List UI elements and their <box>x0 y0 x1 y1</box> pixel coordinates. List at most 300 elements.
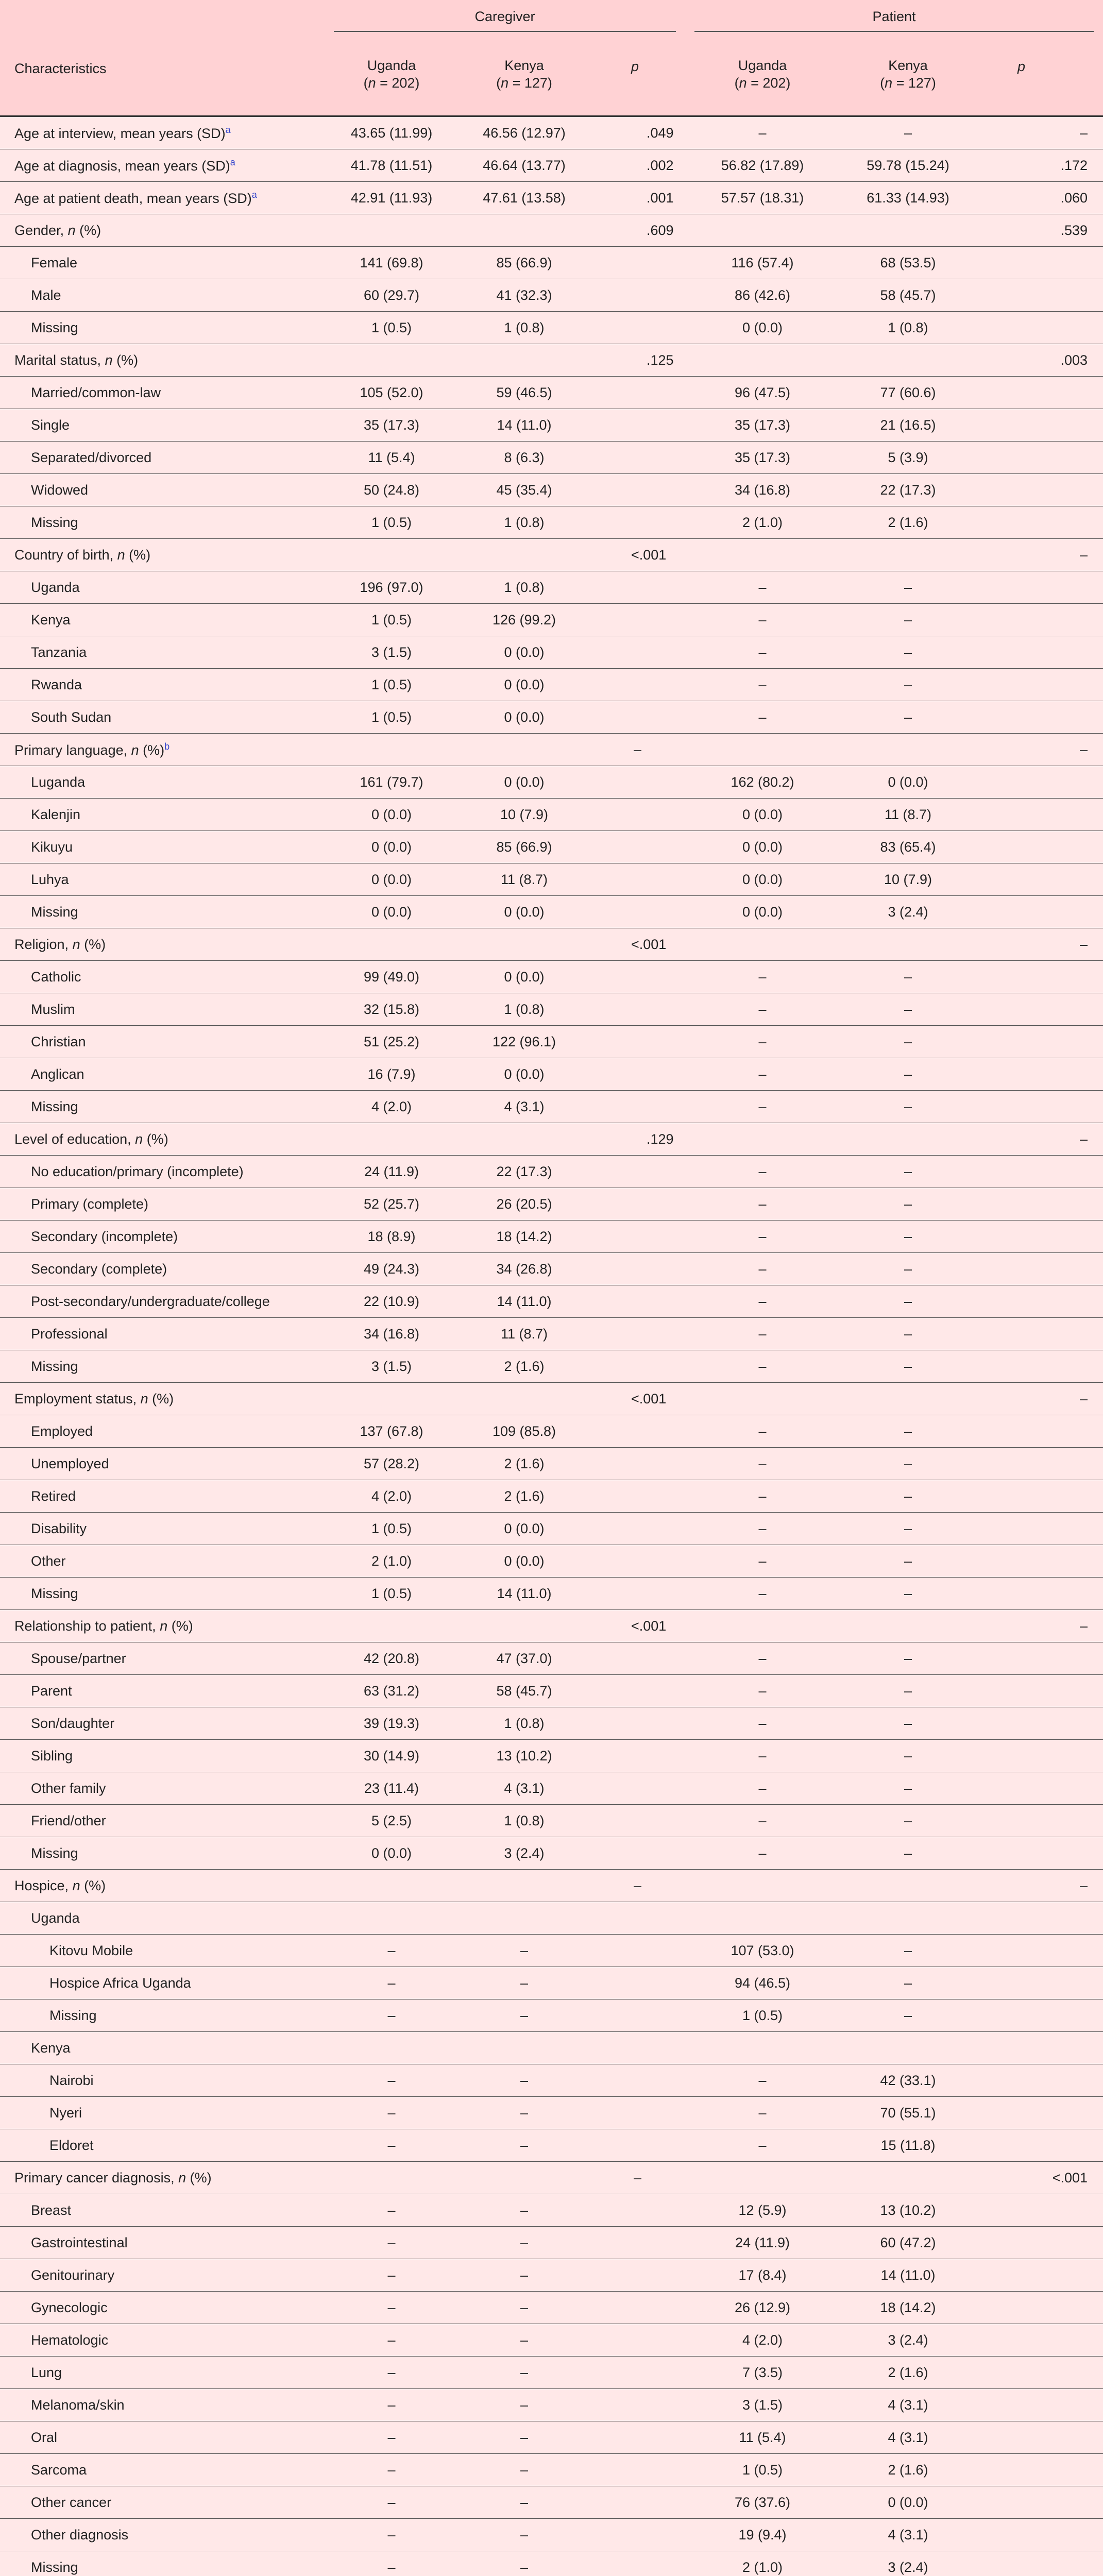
patient-kenya-cell: – <box>840 1091 976 1123</box>
caregiver-uganda-cell: 4 (2.0) <box>325 1480 459 1513</box>
table-row <box>0 896 1103 928</box>
caregiver-kenya-cell: 10 (7.9) <box>459 799 590 831</box>
caregiver-uganda-cell: 35 (17.3) <box>325 409 459 442</box>
patient-p-cell <box>976 831 1103 863</box>
patient-p-cell <box>976 1026 1103 1058</box>
caregiver-kenya-cell: 0 (0.0) <box>459 701 590 734</box>
patient-kenya-cell: 58 (45.7) <box>840 279 976 312</box>
patient-kenya-cell: – <box>840 1480 976 1513</box>
caregiver-uganda-cell: 1 (0.5) <box>325 312 459 344</box>
caregiver-uganda-cell: 34 (16.8) <box>325 1318 459 1350</box>
caregiver-uganda-cell: 22 (10.9) <box>325 1285 459 1318</box>
row-label-text: Religion, n (%) <box>14 936 106 952</box>
caregiver-p-cell <box>590 506 685 539</box>
caregiver-p-cell <box>590 961 685 993</box>
caregiver-uganda-cell <box>325 214 459 247</box>
row-label-text: Hospice, n (%) <box>14 1877 106 1893</box>
caregiver-p-cell <box>590 1999 685 2032</box>
patient-kenya-cell: 61.33 (14.93) <box>840 182 976 214</box>
patient-p-cell <box>976 636 1103 669</box>
caregiver-p-cell: .609 <box>590 214 685 247</box>
caregiver-p-cell: <.001 <box>590 928 685 961</box>
caregiver-kenya-cell: – <box>459 2129 590 2162</box>
patient-kenya-cell: – <box>840 1740 976 1772</box>
table-row <box>0 701 1103 734</box>
patient-uganda-cell: – <box>685 1058 840 1091</box>
patient-uganda-cell <box>685 1902 840 1935</box>
row-label-text: Relationship to patient, n (%) <box>14 1618 193 1634</box>
patient-uganda-cell: – <box>685 1415 840 1448</box>
table-row <box>0 1221 1103 1253</box>
row-label <box>0 2551 325 2576</box>
patient-p-cell <box>976 571 1103 604</box>
caregiver-p-cell: – <box>590 1870 685 1902</box>
row-label <box>0 2259 325 2292</box>
patient-kenya-cell: 2 (1.6) <box>840 2454 976 2486</box>
row-label <box>0 863 325 896</box>
caregiver-kenya-cell: 4 (3.1) <box>459 1091 590 1123</box>
caregiver-uganda-cell: – <box>325 2324 459 2357</box>
row-label <box>0 604 325 636</box>
caregiver-uganda-cell: 1 (0.5) <box>325 1578 459 1610</box>
table-row <box>0 2551 1103 2576</box>
category-row <box>0 1123 1103 1156</box>
patient-uganda-cell: – <box>685 1026 840 1058</box>
caregiver-kenya-cell: 11 (8.7) <box>459 1318 590 1350</box>
row-label <box>0 1837 325 1870</box>
caregiver-uganda-cell <box>325 539 459 571</box>
caregiver-kenya-cell: 85 (66.9) <box>459 831 590 863</box>
caregiver-uganda-cell: 57 (28.2) <box>325 1448 459 1480</box>
caregiver-kenya-cell: 11 (8.7) <box>459 863 590 896</box>
patient-kenya-cell <box>840 1383 976 1415</box>
row-label-text: Spouse/partner <box>31 1650 126 1666</box>
caregiver-p-cell <box>590 2519 685 2551</box>
patient-p-cell <box>976 799 1103 831</box>
caregiver-kenya-cell: – <box>459 2421 590 2454</box>
patient-kenya-cell: 0 (0.0) <box>840 2486 976 2519</box>
patient-p-cell <box>976 1902 1103 1935</box>
row-label-text: Lung <box>31 2364 62 2380</box>
row-label-text: South Sudan <box>31 709 112 725</box>
caregiver-p-cell: .125 <box>590 344 685 377</box>
caregiver-uganda-cell: – <box>325 1999 459 2032</box>
caregiver-uganda-cell: – <box>325 2129 459 2162</box>
caregiver-kenya-cell: 0 (0.0) <box>459 636 590 669</box>
row-label <box>0 506 325 539</box>
caregiver-uganda-cell: – <box>325 2194 459 2227</box>
caregiver-kenya-cell: – <box>459 2389 590 2421</box>
patient-uganda-cell: 107 (53.0) <box>685 1935 840 1967</box>
patient-kenya-cell: 4 (3.1) <box>840 2519 976 2551</box>
caregiver-p-cell <box>590 1935 685 1967</box>
row-label-text: Post-secondary/undergraduate/college <box>31 1293 270 1309</box>
patient-uganda-cell <box>685 1383 840 1415</box>
row-label <box>0 1253 325 1285</box>
caregiver-p-cell <box>590 312 685 344</box>
patient-p-cell <box>976 1091 1103 1123</box>
category-row <box>0 734 1103 766</box>
category-row <box>0 344 1103 377</box>
table-row <box>0 1805 1103 1837</box>
row-label-text: Uganda <box>31 1910 80 1926</box>
patient-uganda-cell <box>685 928 840 961</box>
caregiver-kenya-cell: 34 (26.8) <box>459 1253 590 1285</box>
row-label <box>0 831 325 863</box>
patient-p-cell: – <box>976 928 1103 961</box>
table-row <box>0 1318 1103 1350</box>
patient-kenya-cell: – <box>840 1221 976 1253</box>
caregiver-p-cell <box>590 799 685 831</box>
patient-uganda-cell: 2 (1.0) <box>685 506 840 539</box>
patient-kenya-cell: 2 (1.6) <box>840 2357 976 2389</box>
caregiver-kenya-cell: – <box>459 1999 590 2032</box>
table-row <box>0 2357 1103 2389</box>
patient-uganda-cell <box>685 734 840 766</box>
caregiver-kenya-cell <box>459 344 590 377</box>
row-label-text: Luganda <box>31 774 86 790</box>
caregiver-uganda-cell: 3 (1.5) <box>325 636 459 669</box>
row-label-text: Age at diagnosis, mean years (SD) <box>14 158 230 174</box>
caregiver-kenya-cell: 1 (0.8) <box>459 993 590 1026</box>
row-label <box>0 344 325 377</box>
patient-p-cell <box>976 377 1103 409</box>
caregiver-kenya-cell <box>459 1383 590 1415</box>
row-label-text: Tanzania <box>31 644 87 660</box>
row-label-text: Level of education, n (%) <box>14 1131 168 1147</box>
patient-p-cell: .060 <box>976 182 1103 214</box>
patient-uganda-cell: 1 (0.5) <box>685 1999 840 2032</box>
row-label <box>0 2129 325 2162</box>
footnote-marker: b <box>164 741 170 752</box>
footnote-marker: a <box>225 124 231 135</box>
patient-p-cell <box>976 2454 1103 2486</box>
row-label-text: Employment status, n (%) <box>14 1391 174 1406</box>
caregiver-kenya-cell: – <box>459 2454 590 2486</box>
caregiver-uganda-cell: 1 (0.5) <box>325 506 459 539</box>
caregiver-kenya-cell: 1 (0.8) <box>459 312 590 344</box>
caregiver-p-cell <box>590 2064 685 2097</box>
caregiver-uganda-cell <box>325 734 459 766</box>
caregiver-kenya-cell: 1 (0.8) <box>459 1805 590 1837</box>
caregiver-uganda-cell: 32 (15.8) <box>325 993 459 1026</box>
table-row <box>0 377 1103 409</box>
caregiver-kenya-cell: – <box>459 2551 590 2576</box>
table-row <box>0 1837 1103 1870</box>
caregiver-kenya-cell: – <box>459 1935 590 1967</box>
caregiver-uganda-cell <box>325 1123 459 1156</box>
row-label-text: Rwanda <box>31 676 82 692</box>
patient-kenya-cell: – <box>840 669 976 701</box>
table-row <box>0 1350 1103 1383</box>
category-row <box>0 214 1103 247</box>
patient-kenya-cell: 59.78 (15.24) <box>840 149 976 182</box>
patient-p-cell <box>976 2421 1103 2454</box>
caregiver-uganda-cell: – <box>325 2389 459 2421</box>
patient-p-cell <box>976 2194 1103 2227</box>
row-label <box>0 993 325 1026</box>
row-label <box>0 734 325 766</box>
row-label-text: Hematologic <box>31 2332 109 2348</box>
caregiver-uganda-cell: 41.78 (11.51) <box>325 149 459 182</box>
caregiver-kenya-cell <box>459 539 590 571</box>
patient-uganda-cell: – <box>685 1675 840 1707</box>
row-label <box>0 2486 325 2519</box>
caregiver-uganda-cell: 0 (0.0) <box>325 1837 459 1870</box>
row-label <box>0 1610 325 1642</box>
row-label <box>0 1188 325 1221</box>
caregiver-kenya-cell: 2 (1.6) <box>459 1350 590 1383</box>
caregiver-uganda-cell: 43.65 (11.99) <box>325 116 459 149</box>
row-label-text: Kenya <box>31 612 71 628</box>
table-row <box>0 863 1103 896</box>
caregiver-kenya-cell: 13 (10.2) <box>459 1740 590 1772</box>
patient-p-cell <box>976 474 1103 506</box>
caregiver-uganda-cell: – <box>325 2454 459 2486</box>
table-row <box>0 799 1103 831</box>
caregiver-uganda-cell <box>325 1870 459 1902</box>
patient-uganda-cell: – <box>685 2129 840 2162</box>
patient-p-cell: – <box>976 539 1103 571</box>
patient-uganda-cell: – <box>685 1545 840 1578</box>
caregiver-uganda-cell: 1 (0.5) <box>325 669 459 701</box>
patient-uganda-cell: 17 (8.4) <box>685 2259 840 2292</box>
patient-uganda-cell <box>685 1123 840 1156</box>
patient-p-cell <box>976 1675 1103 1707</box>
caregiver-kenya-cell <box>459 734 590 766</box>
patient-kenya-cell <box>840 344 976 377</box>
row-label <box>0 1902 325 1935</box>
row-label-text: Uganda <box>31 579 80 595</box>
patient-p-cell <box>976 1448 1103 1480</box>
table-row <box>0 1026 1103 1058</box>
caregiver-p-cell <box>590 247 685 279</box>
caregiver-p-cell <box>590 1837 685 1870</box>
caregiver-p-cell: <.001 <box>590 1383 685 1415</box>
caregiver-kenya-cell: 22 (17.3) <box>459 1156 590 1188</box>
patient-uganda-cell: – <box>685 604 840 636</box>
table-row <box>0 1253 1103 1285</box>
row-label-text: Age at patient death, mean years (SD) <box>14 190 252 206</box>
patient-uganda-cell: – <box>685 1188 840 1221</box>
row-label-text: Retired <box>31 1488 76 1504</box>
table-row <box>0 2292 1103 2324</box>
row-label <box>0 2454 325 2486</box>
patient-uganda-cell: 116 (57.4) <box>685 247 840 279</box>
caregiver-kenya-cell: 0 (0.0) <box>459 1513 590 1545</box>
caregiver-p-cell <box>590 1513 685 1545</box>
row-label <box>0 1967 325 1999</box>
table-row <box>0 2064 1103 2097</box>
patient-p-cell <box>976 2519 1103 2551</box>
patient-p-cell <box>976 863 1103 896</box>
patient-p-cell <box>976 1156 1103 1188</box>
patient-kenya-cell: – <box>840 1772 976 1805</box>
row-label <box>0 2357 325 2389</box>
row-label <box>0 1415 325 1448</box>
row-label <box>0 669 325 701</box>
patient-kenya-cell: 13 (10.2) <box>840 2194 976 2227</box>
row-label <box>0 2064 325 2097</box>
row-label <box>0 1221 325 1253</box>
row-label <box>0 1350 325 1383</box>
caregiver-p-cell <box>590 1058 685 1091</box>
row-label <box>0 2519 325 2551</box>
caregiver-p-cell <box>590 993 685 1026</box>
row-label-text: Son/daughter <box>31 1715 115 1731</box>
row-label-text: Christian <box>31 1033 86 1049</box>
patient-uganda-cell: 24 (11.9) <box>685 2227 840 2259</box>
caregiver-p-cell <box>590 2097 685 2129</box>
caregiver-uganda-cell: 60 (29.7) <box>325 279 459 312</box>
caregiver-uganda-cell <box>325 1610 459 1642</box>
row-label-text: Eldoret <box>49 2137 94 2153</box>
patient-kenya-cell: – <box>840 1578 976 1610</box>
row-label-text: Other diagnosis <box>31 2527 129 2543</box>
row-label-text: Kitovu Mobile <box>49 1942 133 1958</box>
caregiver-uganda-cell: 5 (2.5) <box>325 1805 459 1837</box>
patient-p-cell <box>976 409 1103 442</box>
patient-p-cell <box>976 1513 1103 1545</box>
caregiver-uganda-cell: 63 (31.2) <box>325 1675 459 1707</box>
patient-kenya-cell: 77 (60.6) <box>840 377 976 409</box>
caregiver-uganda-cell: 141 (69.8) <box>325 247 459 279</box>
patient-p-cell <box>976 2097 1103 2129</box>
patient-uganda-cell: 34 (16.8) <box>685 474 840 506</box>
caregiver-p-cell <box>590 2292 685 2324</box>
caregiver-uganda-cell: 18 (8.9) <box>325 1221 459 1253</box>
patient-kenya-cell: – <box>840 571 976 604</box>
caregiver-group-header: Caregiver <box>325 0 685 33</box>
patient-uganda-cell: 56.82 (17.89) <box>685 149 840 182</box>
caregiver-p-cell <box>590 2389 685 2421</box>
patient-kenya-cell: – <box>840 1285 976 1318</box>
caregiver-kenya-cell: – <box>459 2194 590 2227</box>
caregiver-p-cell <box>590 2129 685 2162</box>
table-row <box>0 831 1103 863</box>
patient-p-cell <box>976 2032 1103 2064</box>
patient-kenya-cell: 4 (3.1) <box>840 2421 976 2454</box>
patient-kenya-header: Kenya (n = 127) <box>840 33 976 116</box>
patient-p-header: p <box>976 33 1103 116</box>
patient-p-cell <box>976 1058 1103 1091</box>
patient-uganda-cell: 35 (17.3) <box>685 409 840 442</box>
caregiver-p-cell <box>590 1318 685 1350</box>
patient-p-cell <box>976 766 1103 799</box>
row-label <box>0 571 325 604</box>
table-row <box>0 1772 1103 1805</box>
row-label-text: Friend/other <box>31 1812 106 1828</box>
caregiver-p-cell <box>590 1772 685 1805</box>
caregiver-p-cell <box>590 1480 685 1513</box>
caregiver-uganda-cell: 0 (0.0) <box>325 799 459 831</box>
patient-uganda-cell: – <box>685 1578 840 1610</box>
patient-uganda-cell: – <box>685 1513 840 1545</box>
caregiver-kenya-cell: 0 (0.0) <box>459 669 590 701</box>
caregiver-p-cell <box>590 1350 685 1383</box>
patient-kenya-cell: – <box>840 1253 976 1285</box>
caregiver-kenya-cell: 4 (3.1) <box>459 1772 590 1805</box>
row-label <box>0 2324 325 2357</box>
category-row <box>0 2162 1103 2194</box>
patient-kenya-cell: – <box>840 1026 976 1058</box>
row-label <box>0 182 325 214</box>
caregiver-kenya-cell: – <box>459 1967 590 1999</box>
row-label-text: Other <box>31 1553 66 1569</box>
patient-p-cell <box>976 1318 1103 1350</box>
patient-uganda-cell: – <box>685 1707 840 1740</box>
patient-kenya-cell: 3 (2.4) <box>840 2551 976 2576</box>
patient-uganda-cell: 0 (0.0) <box>685 896 840 928</box>
patient-p-cell: – <box>976 1123 1103 1156</box>
caregiver-p-cell <box>590 2259 685 2292</box>
row-label <box>0 247 325 279</box>
patient-kenya-cell: – <box>840 1675 976 1707</box>
patient-p-cell <box>976 2064 1103 2097</box>
patient-kenya-cell: 2 (1.6) <box>840 506 976 539</box>
patient-p-cell <box>976 701 1103 734</box>
row-label <box>0 766 325 799</box>
caregiver-p-cell <box>590 1805 685 1837</box>
row-label <box>0 1448 325 1480</box>
caregiver-uganda-cell <box>325 344 459 377</box>
patient-uganda-cell: 0 (0.0) <box>685 312 840 344</box>
caregiver-kenya-cell: 3 (2.4) <box>459 1837 590 1870</box>
row-label <box>0 149 325 182</box>
table-row <box>0 1967 1103 1999</box>
caregiver-kenya-cell: 14 (11.0) <box>459 1578 590 1610</box>
patient-kenya-cell: – <box>840 1707 976 1740</box>
table-row <box>0 961 1103 993</box>
caregiver-uganda-cell <box>325 1902 459 1935</box>
caregiver-p-cell <box>590 2551 685 2576</box>
table-row <box>0 442 1103 474</box>
patient-kenya-cell <box>840 1123 976 1156</box>
patient-p-cell <box>976 1707 1103 1740</box>
caregiver-kenya-cell: 45 (35.4) <box>459 474 590 506</box>
caregiver-kenya-cell: 18 (14.2) <box>459 1221 590 1253</box>
caregiver-kenya-cell <box>459 1610 590 1642</box>
patient-uganda-cell <box>685 344 840 377</box>
patient-p-cell <box>976 2259 1103 2292</box>
row-label <box>0 1805 325 1837</box>
caregiver-p-cell <box>590 409 685 442</box>
patient-p-cell: – <box>976 1383 1103 1415</box>
caregiver-kenya-cell: 109 (85.8) <box>459 1415 590 1448</box>
table-row <box>0 279 1103 312</box>
caregiver-uganda-cell: 42 (20.8) <box>325 1642 459 1675</box>
row-label-text: Age at interview, mean years (SD) <box>14 125 226 141</box>
patient-uganda-cell: – <box>685 636 840 669</box>
row-label <box>0 214 325 247</box>
row-label <box>0 1513 325 1545</box>
patient-p-cell <box>976 1935 1103 1967</box>
table-row <box>0 993 1103 1026</box>
caregiver-kenya-cell: – <box>459 2292 590 2324</box>
table-row <box>0 636 1103 669</box>
caregiver-uganda-cell: 49 (24.3) <box>325 1253 459 1285</box>
table-row <box>0 1156 1103 1188</box>
caregiver-uganda-cell: 1 (0.5) <box>325 1513 459 1545</box>
patient-uganda-cell: 1 (0.5) <box>685 2454 840 2486</box>
patient-uganda-cell: 3 (1.5) <box>685 2389 840 2421</box>
table-row <box>0 2486 1103 2519</box>
patient-kenya-cell: 3 (2.4) <box>840 896 976 928</box>
characteristics-header: Characteristics <box>0 33 325 116</box>
patient-kenya-cell: 70 (55.1) <box>840 2097 976 2129</box>
row-label-text: Missing <box>31 514 78 530</box>
category-row <box>0 539 1103 571</box>
